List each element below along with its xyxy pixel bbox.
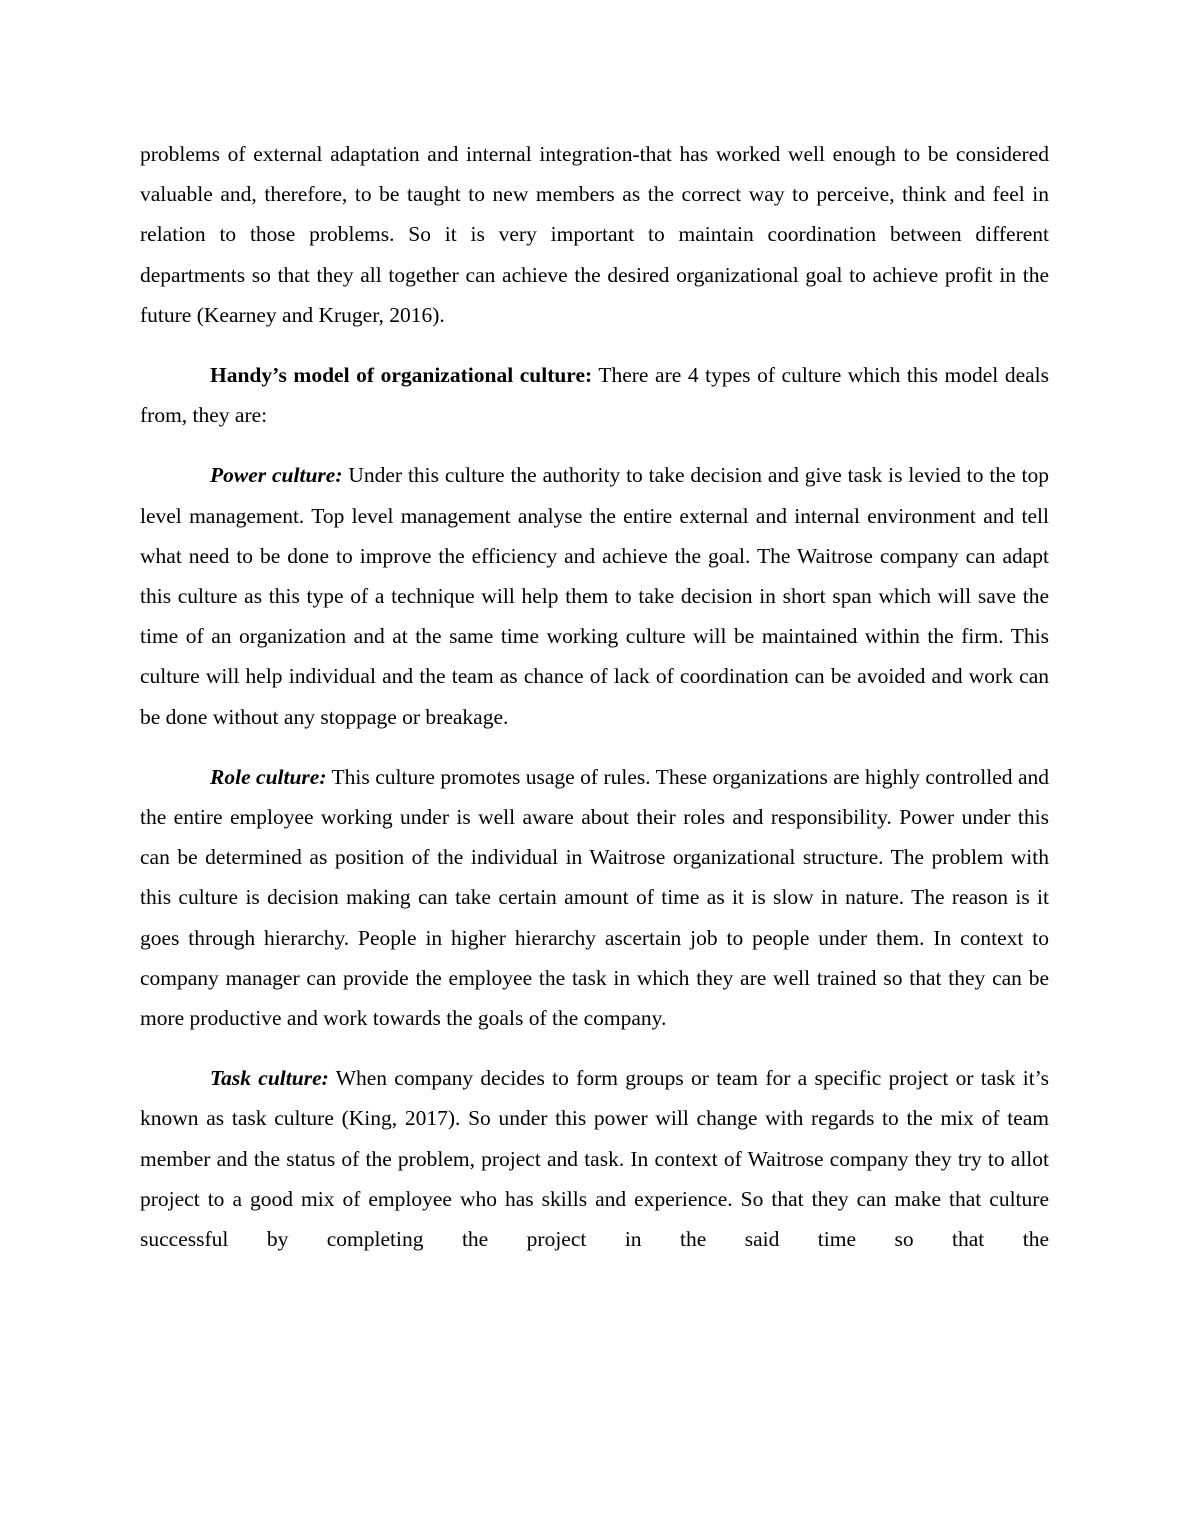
paragraph-text: There are 4 types of culture which this model deals from, they are:: [140, 363, 1049, 428]
paragraph-role-culture: [140, 757, 1049, 1038]
paragraph-task-culture: [140, 1058, 1049, 1259]
paragraph-text: This culture promotes usage of rules. These organizations are highly controlled and the entire employee working under is well aware about their roles and responsibility. Power under this can be determined as position of the individual in Waitrose organizational structure. The problem with this culture is decision making can take certain amount of time as it is slow in nature. The reason is it goes through hierarchy. People in higher hierarchy ascertain job to people under them. In context to company manager can provide the employee the task in which they are well trained so that they can be more productive and work towards the goals of the company.: [140, 764, 1049, 1031]
paragraph-text: problems of external adaptation and internal integration-that has worked well enough to be considered valuable and, therefore, to be taught to new members as the correct way to perceive, think and feel in relation to those problems. So it is very important to maintain coordination between different departments so that they all together can achieve the desired organizational goal to achieve profit in the future (Kearney and Kruger, 2016).: [140, 142, 1049, 327]
paragraph-text: When company decides to form groups or team for a specific project or task it’s known as task culture (King, 2017). So under this power will change with regards to the mix of team member and the status of the problem, project and task. In context of Waitrose company they try to allot project to a good mix of employee who has skills and experience. So that they can make that culture successful by completing the project in the said time so that the: [140, 1066, 1050, 1252]
paragraph-heading-handy-model: Handy’s model of organizational culture:: [210, 363, 593, 388]
paragraph-text: Under this culture the authority to take decision and give task is levied to the top level management. Top level management analyse the entire external and internal environment and tell what need to be done to improve the efficiency and achieve the goal. The Waitrose company can adapt this culture as this type of a technique will help them to take decision in short span which will save the time of an organization and at the same time working culture will be maintained within the firm. This culture will help individual and the team as chance of lack of coordination can be avoided and work can be done without any stoppage or breakage.: [140, 463, 1049, 729]
document-body: [140, 134, 1049, 1279]
paragraph-power-culture: [140, 455, 1049, 736]
paragraph-intro-continuation: [140, 134, 1049, 335]
paragraph-heading-power-culture: Power culture:: [210, 463, 343, 488]
paragraph-handy-model: [140, 355, 1049, 435]
paragraph-heading-task-culture: Task culture:: [210, 1066, 329, 1091]
paragraph-heading-role-culture: Role culture:: [210, 764, 327, 789]
